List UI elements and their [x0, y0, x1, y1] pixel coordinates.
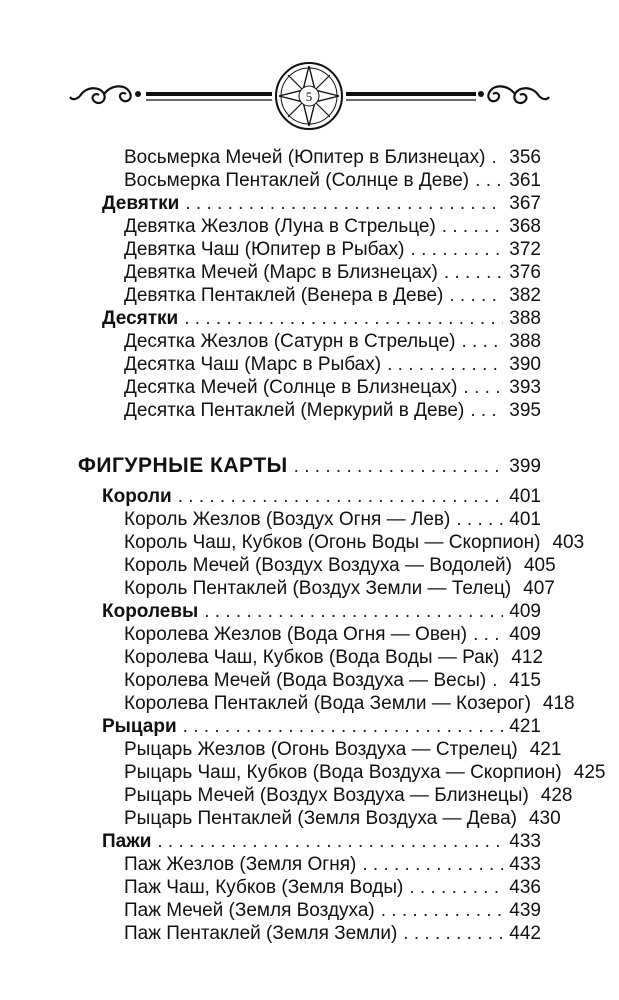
- toc-entry-title: Паж Чаш, Кубков (Земля Воды): [124, 877, 404, 898]
- toc-entry[interactable]: [124, 376, 541, 399]
- toc-entry[interactable]: [124, 899, 541, 922]
- dot-leader: [183, 715, 504, 738]
- toc-entry-title: Десятка Мечей (Солнце в Близнецах): [124, 377, 458, 398]
- dot-leader: [492, 669, 503, 692]
- toc-entry[interactable]: [124, 330, 541, 353]
- toc-entry-title: Девятка Жезлов (Луна в Стрельце): [124, 216, 436, 237]
- toc-group[interactable]: [102, 485, 541, 508]
- toc-entry[interactable]: [124, 876, 541, 899]
- dot-leader: [491, 146, 503, 169]
- toc-entry[interactable]: [124, 146, 541, 169]
- toc-entry-page: 421: [529, 739, 562, 760]
- toc-entry-page: 433: [509, 831, 541, 852]
- toc-entry-page: 356: [509, 147, 541, 168]
- dot-leader: [449, 284, 503, 307]
- toc-group[interactable]: [102, 192, 541, 215]
- dot-leader: [403, 922, 503, 945]
- dot-leader: [157, 830, 503, 853]
- toc-entry[interactable]: [124, 169, 541, 192]
- toc-entry[interactable]: [124, 807, 561, 830]
- toc-entry[interactable]: [124, 853, 541, 876]
- toc-entry[interactable]: [124, 669, 541, 692]
- toc-group[interactable]: [102, 830, 541, 853]
- toc-entry[interactable]: [124, 784, 573, 807]
- toc-entry-page: 409: [509, 624, 541, 645]
- toc-section[interactable]: [78, 454, 541, 478]
- toc-entry-title: Рыцарь Жезлов (Огонь Воздуха — Стрелец): [124, 739, 518, 760]
- toc-entry-title: Пажи: [102, 831, 152, 852]
- toc-entry[interactable]: [124, 692, 575, 715]
- dot-leader: [185, 192, 503, 215]
- toc-entry-title: Король Жезлов (Воздух Огня — Лев): [124, 509, 451, 530]
- toc-entry-title: ФИГУРНЫЕ КАРТЫ: [78, 454, 288, 477]
- page-number: 5: [305, 89, 313, 104]
- dot-leader: [381, 899, 504, 922]
- dot-leader: [464, 376, 504, 399]
- toc-entry-title: Королевы: [102, 601, 199, 622]
- toc-entry[interactable]: [124, 761, 606, 784]
- toc-entry-page: 436: [509, 877, 541, 898]
- header-ornament: [0, 60, 619, 130]
- toc-entry-page: 388: [509, 331, 541, 352]
- dot-leader: [204, 600, 503, 623]
- toc-entry-title: Рыцарь Пентаклей (Земля Воздуха — Дева): [124, 808, 517, 829]
- toc-entry-title: Паж Пентаклей (Земля Земли): [124, 923, 398, 944]
- toc-entry-page: 368: [509, 216, 541, 237]
- toc-entry[interactable]: [124, 922, 541, 945]
- toc-entry[interactable]: [124, 399, 541, 422]
- toc-entry-title: Десятка Жезлов (Сатурн в Стрельце): [124, 331, 456, 352]
- toc-entry[interactable]: [124, 238, 541, 261]
- left-flourish-icon: [70, 86, 141, 103]
- toc-entry-title: Девятка Мечей (Марс в Близнецах): [124, 262, 438, 283]
- toc-group[interactable]: [102, 600, 541, 623]
- toc-group[interactable]: [102, 715, 541, 738]
- toc-entry-title: Рыцарь Чаш, Кубков (Вода Воздуха — Скорпион): [124, 762, 562, 783]
- toc-entry-page: 367: [509, 193, 541, 214]
- toc-entry-page: 361: [509, 170, 541, 191]
- toc-entry-title: Королева Чаш, Кубков (Вода Воды — Рак): [124, 647, 500, 668]
- toc-entry-title: Король Пентаклей (Воздух Земли — Телец): [124, 578, 512, 599]
- toc-entry[interactable]: [124, 284, 541, 307]
- toc-entry[interactable]: [124, 738, 562, 761]
- toc-entry[interactable]: [124, 531, 585, 554]
- toc-entry-page: 393: [509, 377, 541, 398]
- toc-entry-title: Девятки: [102, 193, 180, 214]
- toc-entry[interactable]: [124, 577, 555, 600]
- dot-leader: [411, 238, 504, 261]
- toc-entry-page: 388: [509, 308, 541, 329]
- toc-entry-title: Девятка Пентаклей (Венера в Деве): [124, 285, 444, 306]
- toc-entry-page: 433: [509, 854, 541, 875]
- dot-leader: [184, 307, 503, 330]
- toc-entry[interactable]: [124, 623, 541, 646]
- toc-entry-page: 430: [528, 808, 561, 829]
- toc-entry-title: Короли: [102, 486, 172, 507]
- toc-entry-title: Король Мечей (Воздух Воздуха — Водолей): [124, 555, 512, 576]
- toc-entry-title: Десятка Пентаклей (Меркурий в Деве): [124, 400, 465, 421]
- toc-entry-title: Королева Жезлов (Вода Огня — Овен): [124, 624, 468, 645]
- toc-entry-page: 415: [509, 670, 541, 691]
- dot-leader: [462, 330, 504, 353]
- toc-entry-page: 442: [509, 923, 541, 944]
- toc-entry-page: 418: [542, 693, 575, 714]
- toc-entry-page: 439: [509, 900, 541, 921]
- toc-entry-title: Рыцари: [102, 716, 177, 737]
- toc-entry-title: Восьмерка Мечей (Юпитер в Близнецах): [124, 147, 486, 168]
- toc-entry-title: Паж Мечей (Земля Воздуха): [124, 900, 375, 921]
- dot-leader: [362, 853, 503, 876]
- toc-entry-page: 399: [509, 456, 541, 477]
- toc-entry-page: 407: [523, 578, 555, 599]
- toc-entry-page: 401: [509, 486, 541, 507]
- toc-entry-page: 428: [540, 785, 573, 806]
- toc-entry-title: Девятка Чаш (Юпитер в Рыбах): [124, 239, 405, 260]
- right-flourish-icon: [478, 86, 549, 103]
- toc-entry-page: 409: [509, 601, 541, 622]
- toc-entry-page: 390: [509, 354, 541, 375]
- toc-entry-page: 376: [509, 262, 541, 283]
- dot-leader: [409, 876, 503, 899]
- toc-entry-page: 421: [509, 716, 541, 737]
- toc-entry-title: Десятка Чаш (Марс в Рыбах): [124, 354, 382, 375]
- toc-group[interactable]: [102, 307, 541, 330]
- toc-entry-title: Королева Пентаклей (Вода Земли — Козерог): [124, 693, 531, 714]
- toc-entry-page: 382: [509, 285, 541, 306]
- toc-entry-title: Паж Жезлов (Земля Огня): [124, 854, 357, 875]
- toc-entry[interactable]: [124, 353, 541, 376]
- toc-entry[interactable]: [124, 508, 541, 531]
- toc-entry-page: 395: [509, 400, 541, 421]
- dot-leader: [178, 485, 504, 508]
- toc-entry[interactable]: [124, 646, 544, 669]
- dot-leader: [442, 215, 504, 238]
- toc-entry[interactable]: [124, 261, 541, 284]
- toc-entry-title: Рыцарь Мечей (Воздух Воздуха — Близнецы): [124, 785, 529, 806]
- dot-leader: [475, 169, 503, 192]
- toc-entry[interactable]: [124, 215, 541, 238]
- dot-leader: [444, 261, 503, 284]
- dot-leader: [470, 399, 503, 422]
- toc-entry-page: 372: [509, 239, 541, 260]
- toc-entry-title: Королева Мечей (Вода Воздуха — Весы): [124, 670, 487, 691]
- toc-entry[interactable]: [124, 554, 556, 577]
- toc-entry-title: Король Чаш, Кубков (Огонь Воды — Скорпион): [124, 532, 541, 553]
- toc-entry-page: 412: [511, 647, 544, 668]
- toc-entry-title: Восьмерка Пентаклей (Солнце в Деве): [124, 170, 470, 191]
- toc-entry-page: 425: [573, 762, 606, 783]
- dot-leader: [473, 623, 503, 646]
- toc-entry-page: 403: [552, 532, 585, 553]
- dot-leader: [387, 353, 503, 376]
- dot-leader: [294, 455, 504, 478]
- dot-leader: [456, 508, 503, 531]
- toc-entry-page: 405: [523, 555, 556, 576]
- toc-entry-page: 401: [509, 509, 541, 530]
- toc-entry-title: Десятки: [102, 308, 179, 329]
